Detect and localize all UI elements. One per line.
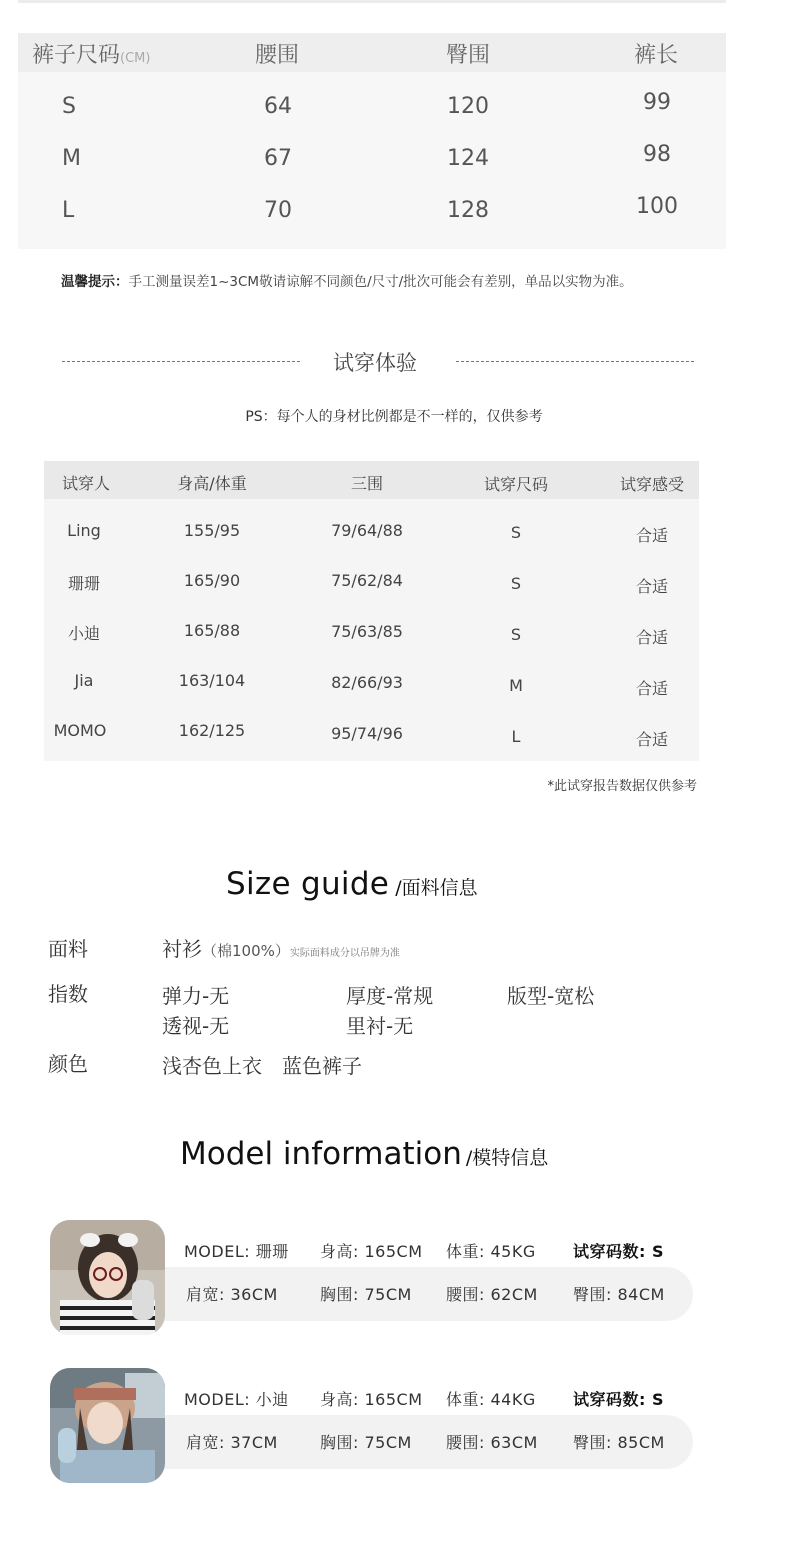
dashed-divider-right <box>456 361 694 362</box>
model-hip: 臀围: 85CM <box>573 1433 665 1452</box>
model-card <box>50 1220 695 1340</box>
height-weight-cell: 165/88 <box>183 621 241 640</box>
index-item: 厚度-常规 <box>346 984 434 1008</box>
measurements-cell: 75/63/85 <box>331 622 403 641</box>
header-unit: (CM) <box>120 51 151 66</box>
model-shoulder: 肩宽: 37CM <box>186 1433 278 1452</box>
model-height: 身高: 165CM <box>320 1242 423 1261</box>
length-cell: 99 <box>643 90 671 115</box>
model-try-size <box>573 1387 664 1410</box>
size-guide-title-cn: /面料信息 <box>395 877 478 899</box>
index-label: 指数 <box>48 982 88 1006</box>
feeling-cell: 合适 <box>635 679 669 698</box>
measurements-cell: 79/64/88 <box>331 521 403 540</box>
model-weight: 体重: 44KG <box>446 1390 536 1409</box>
waist-cell: 67 <box>264 146 292 171</box>
measurements-cell: 95/74/96 <box>331 724 403 743</box>
try-size-cell: S <box>510 625 522 644</box>
model-chest: 胸围: 75CM <box>320 1433 412 1452</box>
index-item: 弹力-无 <box>162 984 230 1008</box>
try-size-cell: S <box>510 523 522 542</box>
header-size-label: 裤子尺码 <box>32 43 121 68</box>
header-waist: 腰围 <box>254 43 300 68</box>
try-size-cell: M <box>509 676 523 695</box>
waist-cell: 70 <box>264 198 292 223</box>
size-guide-title-en: Size guide <box>226 866 390 902</box>
fabric-label: 面料 <box>48 937 88 961</box>
height-weight-cell: 165/90 <box>183 571 241 590</box>
fabric-note: 实际面料成分以吊牌为准 <box>289 948 400 959</box>
height-weight-cell: 162/125 <box>178 721 246 740</box>
model-info-title-cn: /模特信息 <box>465 1147 549 1169</box>
model-try-size <box>573 1239 664 1262</box>
model-name: MODEL: 珊珊 <box>184 1242 289 1261</box>
person-cell: MOMO <box>53 721 107 740</box>
model-photo <box>50 1368 165 1483</box>
person-cell: Jia <box>74 671 94 690</box>
header-size <box>32 38 150 69</box>
height-weight-cell: 155/95 <box>183 521 241 540</box>
color-label: 颜色 <box>48 1052 88 1076</box>
fabric-value-text: 衬衫 <box>162 937 202 961</box>
header-measurements: 三围 <box>350 474 384 493</box>
model-height: 身高: 165CM <box>320 1390 423 1409</box>
feeling-cell: 合适 <box>635 628 669 647</box>
model-info-title-en: Model information <box>180 1136 462 1172</box>
person-cell: 小迪 <box>67 624 101 643</box>
fabric-value <box>162 933 400 962</box>
model-waist: 腰围: 62CM <box>446 1285 538 1304</box>
index-item: 版型-宽松 <box>507 984 595 1008</box>
hip-cell: 124 <box>447 146 489 171</box>
model-hip: 臀围: 84CM <box>573 1285 665 1304</box>
header-person: 试穿人 <box>61 474 111 493</box>
hip-cell: 120 <box>447 94 489 119</box>
model-card <box>50 1368 695 1488</box>
model-name: MODEL: 小迪 <box>184 1390 289 1409</box>
size-table <box>18 33 726 249</box>
feeling-cell: 合适 <box>635 526 669 545</box>
tip-body: 手工测量误差1~3CM敬请谅解不同颜色/尺寸/批次可能会有差别，单品以实物为准。 <box>128 274 633 290</box>
color-item: 浅杏色上衣 <box>162 1054 262 1078</box>
index-item: 透视-无 <box>162 1014 230 1038</box>
model-info-title <box>180 1136 548 1172</box>
tip-label: 温馨提示： <box>61 274 129 290</box>
size-cell: M <box>62 146 81 171</box>
try-size-cell: L <box>511 727 521 746</box>
size-cell: L <box>62 198 75 223</box>
model-try-size-text: 试穿码数: S <box>573 1390 664 1409</box>
feeling-cell: 合适 <box>635 577 669 596</box>
hip-cell: 128 <box>447 198 489 223</box>
feeling-cell: 合适 <box>635 730 669 749</box>
model-weight: 体重: 45KG <box>446 1242 536 1261</box>
color-item: 蓝色裤子 <box>282 1054 362 1078</box>
person-cell: 珊珊 <box>67 574 101 593</box>
try-on-note: *此试穿报告数据仅供参考 <box>547 779 697 794</box>
try-on-ps: PS：每个人的身材比例都是不一样的，仅供参考 <box>245 409 543 425</box>
person-cell: Ling <box>67 521 101 540</box>
header-length: 裤长 <box>633 43 679 68</box>
header-feeling: 试穿感受 <box>619 475 685 494</box>
dashed-divider-left <box>62 361 300 362</box>
model-shoulder: 肩宽: 36CM <box>186 1285 278 1304</box>
tip-text <box>61 270 633 290</box>
top-divider <box>18 0 726 3</box>
model-waist: 腰围: 63CM <box>446 1433 538 1452</box>
length-cell: 100 <box>636 194 678 219</box>
model-chest: 胸围: 75CM <box>320 1285 412 1304</box>
header-hip: 臀围 <box>445 43 491 68</box>
waist-cell: 64 <box>264 94 292 119</box>
try-size-cell: S <box>510 574 522 593</box>
size-guide-title <box>226 866 478 902</box>
model-photo <box>50 1220 165 1335</box>
header-height-weight: 身高/体重 <box>177 474 247 493</box>
measurements-cell: 82/66/93 <box>331 673 403 692</box>
try-on-table <box>44 461 699 761</box>
height-weight-cell: 163/104 <box>178 671 246 690</box>
try-on-title: 试穿体验 <box>333 351 417 375</box>
measurements-cell: 75/62/84 <box>331 571 403 590</box>
index-item: 里衬-无 <box>346 1014 414 1038</box>
header-try-size: 试穿尺码 <box>483 475 549 494</box>
fabric-detail: （棉100%） <box>202 942 290 960</box>
model-try-size-text: 试穿码数: S <box>573 1242 664 1261</box>
size-cell: S <box>62 94 76 119</box>
length-cell: 98 <box>643 142 671 167</box>
